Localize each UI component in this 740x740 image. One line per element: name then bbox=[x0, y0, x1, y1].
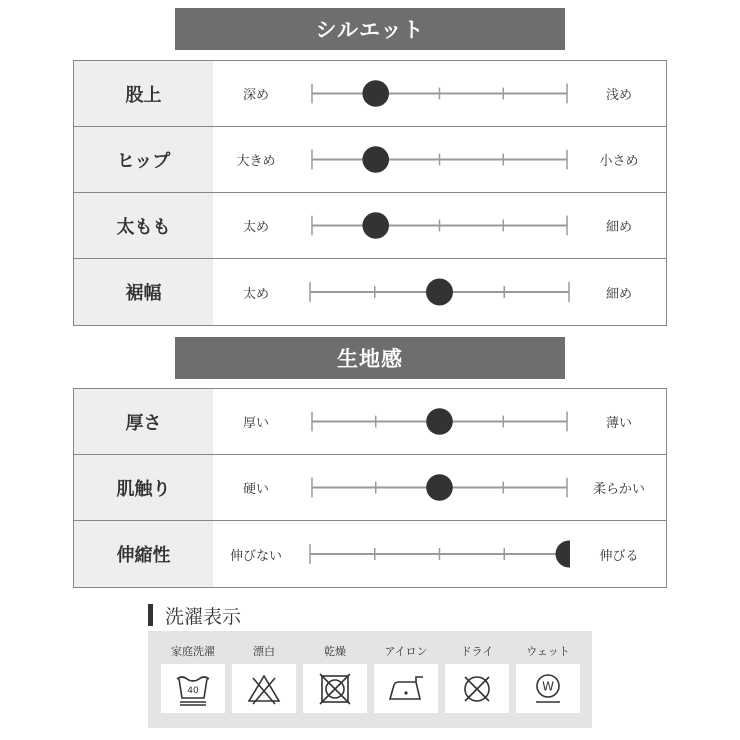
row-label: 股上 bbox=[74, 61, 213, 126]
row-label: 伸縮性 bbox=[74, 521, 213, 587]
scale-marker bbox=[426, 279, 453, 306]
rating-scale bbox=[309, 455, 570, 520]
silhouette-header bbox=[175, 8, 565, 50]
title-bar bbox=[148, 604, 153, 626]
wash-item-wet bbox=[516, 631, 580, 728]
no-bleach-icon bbox=[232, 664, 296, 713]
scale-marker bbox=[362, 80, 389, 107]
rating-scale bbox=[309, 127, 570, 192]
washing-title bbox=[148, 601, 241, 629]
scale-right-label: 小さめ bbox=[599, 154, 639, 169]
wash-40-icon bbox=[161, 664, 225, 713]
scale-marker bbox=[362, 212, 389, 239]
row-label: 裾幅 bbox=[74, 259, 213, 325]
table-row bbox=[74, 127, 666, 193]
scale-marker bbox=[426, 408, 453, 435]
table-row bbox=[74, 455, 666, 521]
row-scale-area bbox=[213, 389, 666, 454]
wash-item-bleach bbox=[232, 631, 296, 728]
row-label: ヒップ bbox=[74, 127, 213, 192]
wash-item-home bbox=[161, 631, 225, 728]
row-scale-area bbox=[213, 521, 666, 587]
table-row bbox=[74, 193, 666, 259]
row-label: 肌触り bbox=[74, 455, 213, 520]
scale-left-label: 大きめ bbox=[236, 154, 276, 169]
scale-right-label: 浅め bbox=[605, 88, 632, 103]
row-label: 太もも bbox=[74, 193, 213, 258]
silhouette-title: シルエット bbox=[315, 18, 425, 42]
scale-right-label: 薄い bbox=[605, 416, 632, 431]
scale-marker bbox=[426, 474, 453, 501]
washing-panel bbox=[148, 631, 592, 728]
wet-mark: W bbox=[542, 679, 554, 693]
table-row bbox=[74, 389, 666, 455]
wash-item-label: ドライ bbox=[460, 645, 494, 658]
wash-temp: 40 bbox=[187, 685, 199, 696]
rating-scale bbox=[309, 389, 570, 454]
scale-left-label: 伸びない bbox=[229, 548, 282, 564]
table-row bbox=[74, 259, 666, 325]
rating-scale bbox=[309, 193, 570, 258]
scale-right-label: 細め bbox=[605, 220, 632, 235]
row-scale-area bbox=[213, 61, 666, 126]
fabric-table bbox=[73, 388, 667, 588]
row-scale-area bbox=[213, 127, 666, 192]
row-label: 厚さ bbox=[74, 389, 213, 454]
rating-scale bbox=[309, 61, 570, 126]
rating-scale bbox=[309, 259, 570, 325]
scale-marker bbox=[556, 541, 571, 568]
scale-left-label: 厚い bbox=[242, 416, 269, 431]
wash-item-label: 漂白 bbox=[253, 645, 275, 658]
no-dry-clean-icon bbox=[445, 664, 509, 713]
scale-marker bbox=[362, 146, 389, 173]
row-scale-area bbox=[213, 193, 666, 258]
washing-title-text: 洗濯表示 bbox=[165, 605, 242, 628]
scale-left-label: 深め bbox=[242, 88, 269, 103]
scale-right-label: 伸びる bbox=[599, 548, 639, 564]
row-scale-area bbox=[213, 259, 666, 325]
wet-clean-icon bbox=[516, 664, 580, 713]
wash-item-label: 乾燥 bbox=[324, 645, 346, 658]
scale-left-label: 硬い bbox=[242, 482, 269, 497]
fabric-header bbox=[175, 337, 565, 379]
table-row bbox=[74, 521, 666, 587]
fabric-title: 生地感 bbox=[337, 347, 403, 371]
scale-right-label: 細め bbox=[605, 286, 632, 302]
scale-left-label: 太め bbox=[242, 220, 269, 235]
wash-item-label: 家庭洗濯 bbox=[171, 645, 215, 658]
no-tumble-dry-icon bbox=[303, 664, 367, 713]
scale-right-label: 柔らかい bbox=[592, 482, 645, 497]
wash-item-label: アイロン bbox=[384, 645, 428, 658]
row-scale-area bbox=[213, 455, 666, 520]
wash-item-dryclean bbox=[445, 631, 509, 728]
table-row bbox=[74, 61, 666, 127]
wash-item-iron bbox=[374, 631, 438, 728]
iron-low-icon bbox=[374, 664, 438, 713]
wash-item-label: ウェット bbox=[526, 645, 570, 658]
silhouette-table bbox=[73, 60, 667, 326]
wash-item-dry bbox=[303, 631, 367, 728]
rating-scale bbox=[309, 521, 570, 587]
scale-left-label: 太め bbox=[242, 286, 269, 302]
